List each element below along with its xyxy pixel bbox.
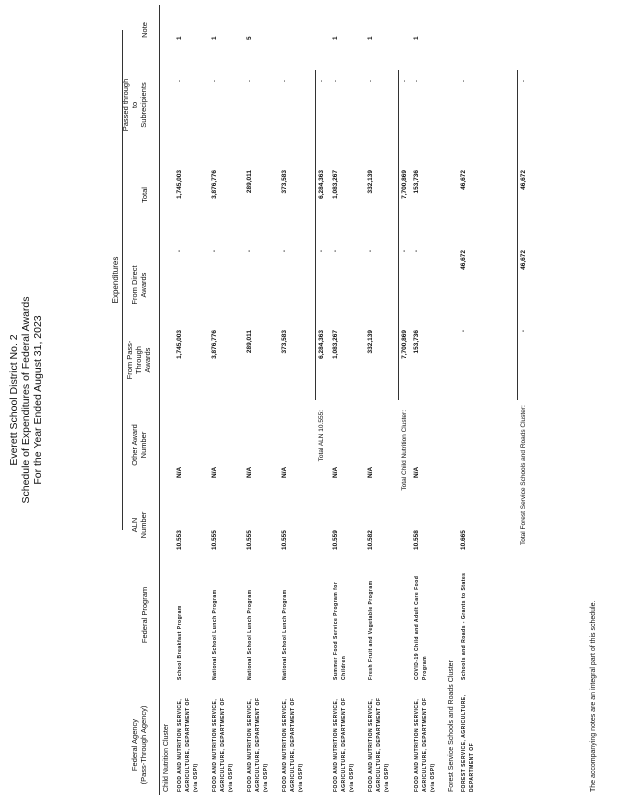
col-header-total: Total (140, 187, 149, 203)
subtotal-pass-through: 7,700,869 (401, 330, 408, 359)
row-agency: FOREST SERVICE, AGRICULTURE, DEPARTMENT OF (461, 694, 475, 792)
row-total: 332,139 (367, 170, 374, 194)
footer-note: The accompanying notes are an integral part of this schedule. (590, 600, 597, 792)
col-header-program: Federal Program (140, 586, 149, 644)
row-other-award: N/A (211, 466, 218, 478)
row-direct: - (413, 250, 420, 253)
row-program: Fresh Fruit and Vegetable Program (368, 580, 374, 680)
row-agency: FOOD AND NUTRITION SERVICE, AGRICULTURE, DEPARTMENT OF (via OSPI) (282, 697, 304, 792)
row-aln: 10.555 (211, 530, 218, 550)
row-aln: 10.582 (367, 530, 374, 550)
row-program: National School Lunch Program (247, 589, 253, 680)
row-pass-through: 373,583 (281, 330, 288, 354)
row-other-award: N/A (413, 466, 420, 478)
col-header-direct: From Direct Awards (130, 265, 148, 305)
row-pass-through: 153,736 (413, 330, 420, 354)
header-rule (159, 5, 160, 795)
row-direct: - (281, 250, 288, 253)
row-subrecipients: - (413, 80, 420, 83)
row-note: 1 (413, 36, 420, 40)
row-other-award: N/A (176, 466, 183, 478)
subtotal-direct: - (318, 250, 325, 253)
row-agency: FOOD AND NUTRITION SERVICE, AGRICULTURE, DEPARTMENT OF (via OSPI) (333, 697, 355, 792)
row-agency: FOOD AND NUTRITION SERVICE, AGRICULTURE, DEPARTMENT OF (via OSPI) (247, 697, 269, 792)
subtotal-subrecipients: - (520, 80, 527, 83)
row-total: 3,876,776 (211, 170, 218, 199)
row-other-award: N/A (332, 466, 339, 478)
row-aln: 10.553 (176, 530, 183, 550)
row-direct: - (332, 250, 339, 253)
row-total: 1,083,267 (332, 170, 339, 199)
subtotal-total: 46,672 (520, 170, 527, 190)
subtotal-subrecipients: - (401, 80, 408, 83)
subtotal-total: 6,284,363 (318, 170, 325, 199)
row-program: Summer Food Service Program for Children (333, 581, 347, 680)
row-direct: - (211, 250, 218, 253)
row-aln: 10.558 (413, 530, 420, 550)
row-program: National School Lunch Program (212, 589, 218, 680)
row-note: 5 (246, 36, 253, 40)
row-pass-through: 332,139 (367, 330, 374, 354)
row-note: 1 (211, 36, 218, 40)
col-header-pass-through: From Pass- Through Awards (125, 340, 152, 380)
section-forest-service: Forest Service Schools and Roads Cluster (448, 660, 455, 792)
subtotal-total: 7,700,869 (401, 170, 408, 199)
row-total: 153,736 (413, 170, 420, 194)
row-pass-through: 1,083,267 (332, 330, 339, 359)
row-pass-through: 3,876,776 (211, 330, 218, 359)
row-aln: 10.665 (460, 530, 467, 550)
row-total: 289,011 (246, 170, 253, 194)
row-direct: 46,672 (460, 250, 467, 270)
row-total: 373,583 (281, 170, 288, 194)
subtotal-label: Total Forest Service Schools and Roads Cluster: (520, 405, 527, 545)
row-note: 1 (176, 36, 183, 40)
row-program: School Breakfast Program (177, 605, 183, 680)
subtotal-subrecipients: - (318, 80, 325, 83)
row-total: 1,745,003 (176, 170, 183, 199)
row-aln: 10.555 (246, 530, 253, 550)
col-header-aln: ALN Number (130, 511, 148, 539)
row-pass-through: 1,745,003 (176, 330, 183, 359)
row-subrecipients: - (246, 80, 253, 83)
row-direct: - (246, 250, 253, 253)
district-title: Everett School District No. 2 (8, 334, 20, 466)
col-header-agency: Federal Agency (Pass-Through Agency) (130, 705, 148, 785)
col-header-other-award: Other Award Number (130, 424, 148, 466)
subtotal-direct: - (401, 250, 408, 253)
row-aln: 10.559 (332, 530, 339, 550)
expenditures-group-heading: Expenditures (111, 256, 120, 304)
row-agency: FOOD AND NUTRITION SERVICE, AGRICULTURE, DEPARTMENT OF (via OSPI) (177, 697, 199, 792)
row-other-award: N/A (246, 466, 253, 478)
col-header-note: Note (140, 22, 149, 38)
row-subrecipients: - (281, 80, 288, 83)
row-subrecipients: - (211, 80, 218, 83)
row-program: National School Lunch Program (282, 589, 288, 680)
subtotal-rule (398, 70, 399, 400)
col-header-subrecipients: Passed through to Subrecipients (121, 78, 148, 132)
subtotal-rule (517, 70, 518, 400)
row-total: 46,672 (460, 170, 467, 190)
row-direct: - (176, 250, 183, 253)
period-title: For the Year Ended August 31, 2023 (32, 315, 44, 485)
row-note: 1 (367, 36, 374, 40)
row-program: COVID-19 Child and Adult Care Food Program (414, 575, 428, 680)
row-agency: FOOD AND NUTRITION SERVICE, AGRICULTURE, DEPARTMENT OF (via OSPI) (414, 697, 436, 792)
row-subrecipients: - (176, 80, 183, 83)
row-subrecipients: - (367, 80, 374, 83)
row-other-award: N/A (281, 466, 288, 478)
row-pass-through: - (460, 330, 467, 333)
subtotal-pass-through: - (520, 330, 527, 333)
row-pass-through: 289,011 (246, 330, 253, 354)
row-other-award: N/A (367, 466, 374, 478)
row-direct: - (367, 250, 374, 253)
row-agency: FOOD AND NUTRITION SERVICE, AGRICULTURE, DEPARTMENT OF (via OSPI) (212, 697, 234, 792)
subtotal-rule (315, 70, 316, 400)
subtotal-label: Total ALN 10.555: (318, 410, 325, 462)
row-aln: 10.555 (281, 530, 288, 550)
row-agency: FOOD AND NUTRITION SERVICE, AGRICULTURE, DEPARTMENT OF (via OSPI) (368, 697, 390, 792)
subtotal-direct: 46,672 (520, 250, 527, 270)
subtotal-label: Total Child Nutrition Cluster: (401, 410, 408, 491)
subtotal-pass-through: 6,284,363 (318, 330, 325, 359)
row-subrecipients: - (460, 80, 467, 83)
section-child-nutrition: Child Nutrition Cluster (163, 723, 170, 792)
row-note: 1 (332, 36, 339, 40)
row-program: Schools and Roads - Grants to States (461, 572, 467, 680)
row-subrecipients: - (332, 80, 339, 83)
schedule-title: Schedule of Expenditures of Federal Awards (20, 296, 32, 504)
